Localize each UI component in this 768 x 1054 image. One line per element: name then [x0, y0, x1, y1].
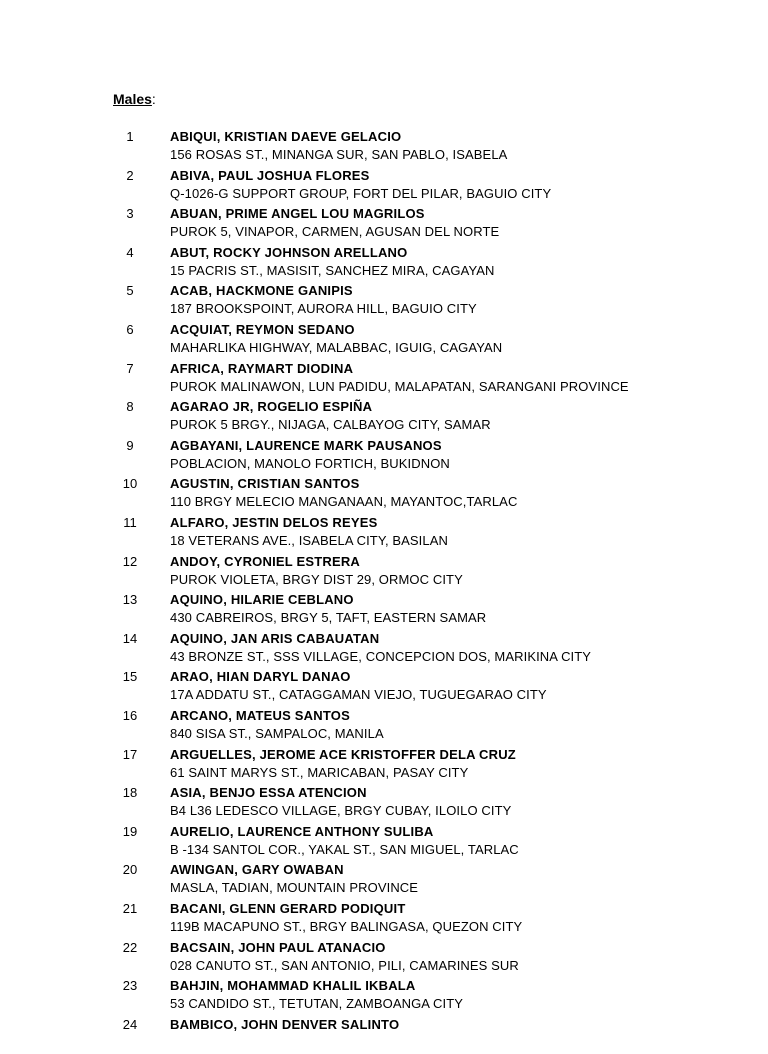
- entry-number: 5: [126, 283, 134, 299]
- entry-address: 61 SAINT MARYS ST., MARICABAN, PASAY CITY: [170, 764, 469, 780]
- section-heading: [113, 90, 156, 108]
- entry-address: B4 L36 LEDESCO VILLAGE, BRGY CUBAY, ILOILO CITY: [170, 803, 512, 819]
- entry-name: BACSAIN, JOHN PAUL ATANACIO: [170, 939, 386, 955]
- list-item: [0, 360, 768, 398]
- entry-address: PUROK VIOLETA, BRGY DIST 29, ORMOC CITY: [170, 571, 463, 587]
- entry-address: 110 BRGY MELECIO MANGANAAN, MAYANTOC,TARLAC: [170, 494, 518, 510]
- list-item: [0, 398, 768, 436]
- entry-name: ARGUELLES, JEROME ACE KRISTOFFER DELA CRUZ: [170, 746, 516, 762]
- entry-number: 4: [126, 244, 134, 260]
- entry-number: 19: [122, 823, 138, 839]
- entry-number: 21: [122, 901, 138, 916]
- list-item: [0, 746, 768, 784]
- entry-number: 10: [122, 476, 138, 492]
- list-item: [0, 823, 768, 861]
- entry-address: 119B MACAPUNO ST., BRGY BALINGASA, QUEZON CITY: [170, 919, 523, 934]
- entry-name: AURELIO, LAURENCE ANTHONY SULIBA: [170, 823, 434, 839]
- entry-number: 14: [122, 630, 138, 646]
- entry-name: ABUAN, PRIME ANGEL LOU MAGRILOS: [170, 206, 425, 222]
- entry-name: ARCANO, MATEUS SANTOS: [170, 708, 350, 723]
- entry-name: ACQUIAT, REYMON SEDANO: [170, 322, 355, 337]
- entry-name: ALFARO, JESTIN DELOS REYES: [170, 515, 378, 530]
- entry-address: Q-1026-G SUPPORT GROUP, FORT DEL PILAR, BAGUIO CITY: [170, 185, 552, 201]
- entry-number: 12: [122, 553, 138, 569]
- entry-address: MAHARLIKA HIGHWAY, MALABBAC, IGUIG, CAGAYAN: [170, 340, 503, 355]
- section-heading-colon: :: [151, 91, 156, 107]
- list-item: [0, 861, 768, 899]
- entry-number: 2: [126, 167, 134, 183]
- list-item: [0, 321, 768, 359]
- list-item: [0, 128, 768, 166]
- entry-number: 7: [126, 360, 134, 376]
- entry-address: 187 BROOKSPOINT, AURORA HILL, BAGUIO CITY: [170, 301, 477, 317]
- entry-number: 17: [122, 746, 138, 762]
- list-item: [0, 205, 768, 243]
- entry-address: 18 VETERANS AVE., ISABELA CITY, BASILAN: [170, 533, 448, 548]
- section-heading-label: Males: [113, 91, 152, 107]
- entry-address: 430 CABREIROS, BRGY 5, TAFT, EASTERN SAMAR: [170, 610, 487, 626]
- entry-number: 16: [122, 708, 138, 723]
- list-item: [0, 1016, 768, 1054]
- entry-name: AGUSTIN, CRISTIAN SANTOS: [170, 476, 360, 492]
- entry-address: B -134 SANTOL COR., YAKAL ST., SAN MIGUEL, TARLAC: [170, 841, 519, 857]
- entry-address: 156 ROSAS ST., MINANGA SUR, SAN PABLO, ISABELA: [170, 147, 508, 162]
- entry-number: 24: [122, 1016, 138, 1032]
- entry-number: 13: [122, 592, 138, 608]
- entry-name: BAMBICO, JOHN DENVER SALINTO: [170, 1016, 400, 1032]
- list-item: [0, 244, 768, 282]
- list-item: [0, 475, 768, 513]
- entry-address: PUROK 5, VINAPOR, CARMEN, AGUSAN DEL NORTE: [170, 224, 500, 240]
- entry-number: 18: [122, 785, 138, 801]
- entry-name: BAHJIN, MOHAMMAD KHALIL IKBALA: [170, 978, 416, 994]
- list-item: [0, 630, 768, 668]
- entry-name: AGBAYANI, LAURENCE MARK PAUSANOS: [170, 437, 442, 453]
- list-item: [0, 167, 768, 205]
- entry-name: ABIQUI, KRISTIAN DAEVE GELACIO: [170, 129, 402, 144]
- list-item: [0, 707, 768, 745]
- entry-address: 43 BRONZE ST., SSS VILLAGE, CONCEPCION DOS, MARIKINA CITY: [170, 648, 592, 664]
- list-item: [0, 900, 768, 938]
- entry-name: AQUINO, JAN ARIS CABAUATAN: [170, 630, 380, 646]
- entry-name: AQUINO, HILARIE CEBLANO: [170, 592, 354, 608]
- list-item: [0, 514, 768, 552]
- entry-number: 9: [126, 437, 134, 453]
- entry-number: 3: [126, 206, 134, 222]
- entry-name: BACANI, GLENN GERARD PODIQUIT: [170, 901, 406, 916]
- entry-number: 6: [126, 322, 134, 337]
- list-item: [0, 282, 768, 320]
- list-item: [0, 977, 768, 1015]
- entry-name: ABIVA, PAUL JOSHUA FLORES: [170, 167, 370, 183]
- entry-number: 20: [122, 862, 138, 878]
- entry-address: 840 SISA ST., SAMPALOC, MANILA: [170, 726, 384, 741]
- entry-number: 1: [126, 129, 134, 144]
- entry-address: PUROK 5 BRGY., NIJAGA, CALBAYOG CITY, SAMAR: [170, 417, 491, 433]
- entry-name: ARAO, HIAN DARYL DANAO: [170, 669, 351, 685]
- entry-address: 17A ADDATU ST., CATAGGAMAN VIEJO, TUGUEGARAO CITY: [170, 687, 547, 703]
- entry-number: 23: [122, 978, 138, 994]
- entry-address: POBLACION, MANOLO FORTICH, BUKIDNON: [170, 455, 450, 471]
- list-item: [0, 437, 768, 475]
- entry-name: AGARAO JR, ROGELIO ESPIÑA: [170, 399, 373, 415]
- list-item: [0, 668, 768, 706]
- entry-address: PUROK MALINAWON, LUN PADIDU, MALAPATAN, SARANGANI PROVINCE: [170, 378, 629, 394]
- entry-number: 22: [122, 939, 138, 955]
- entry-name: ACAB, HACKMONE GANIPIS: [170, 283, 353, 299]
- list-item: [0, 553, 768, 591]
- entry-address: MASLA, TADIAN, MOUNTAIN PROVINCE: [170, 880, 419, 896]
- list-item: [0, 784, 768, 822]
- entry-address: 028 CANUTO ST., SAN ANTONIO, PILI, CAMARINES SUR: [170, 957, 519, 973]
- list-item: [0, 591, 768, 629]
- entry-name: ABUT, ROCKY JOHNSON ARELLANO: [170, 244, 408, 260]
- entry-number: 15: [122, 669, 138, 685]
- entry-number: 11: [123, 515, 137, 530]
- entry-address: 15 PACRIS ST., MASISIT, SANCHEZ MIRA, CAGAYAN: [170, 262, 495, 278]
- entry-name: AWINGAN, GARY OWABAN: [170, 862, 344, 878]
- entry-address: 53 CANDIDO ST., TETUTAN, ZAMBOANGA CITY: [170, 996, 464, 1012]
- entry-number: 8: [126, 399, 134, 415]
- entry-name: ASIA, BENJO ESSA ATENCION: [170, 785, 367, 801]
- list-item: [0, 939, 768, 977]
- entry-name: AFRICA, RAYMART DIODINA: [170, 360, 354, 376]
- entry-name: ANDOY, CYRONIEL ESTRERA: [170, 553, 360, 569]
